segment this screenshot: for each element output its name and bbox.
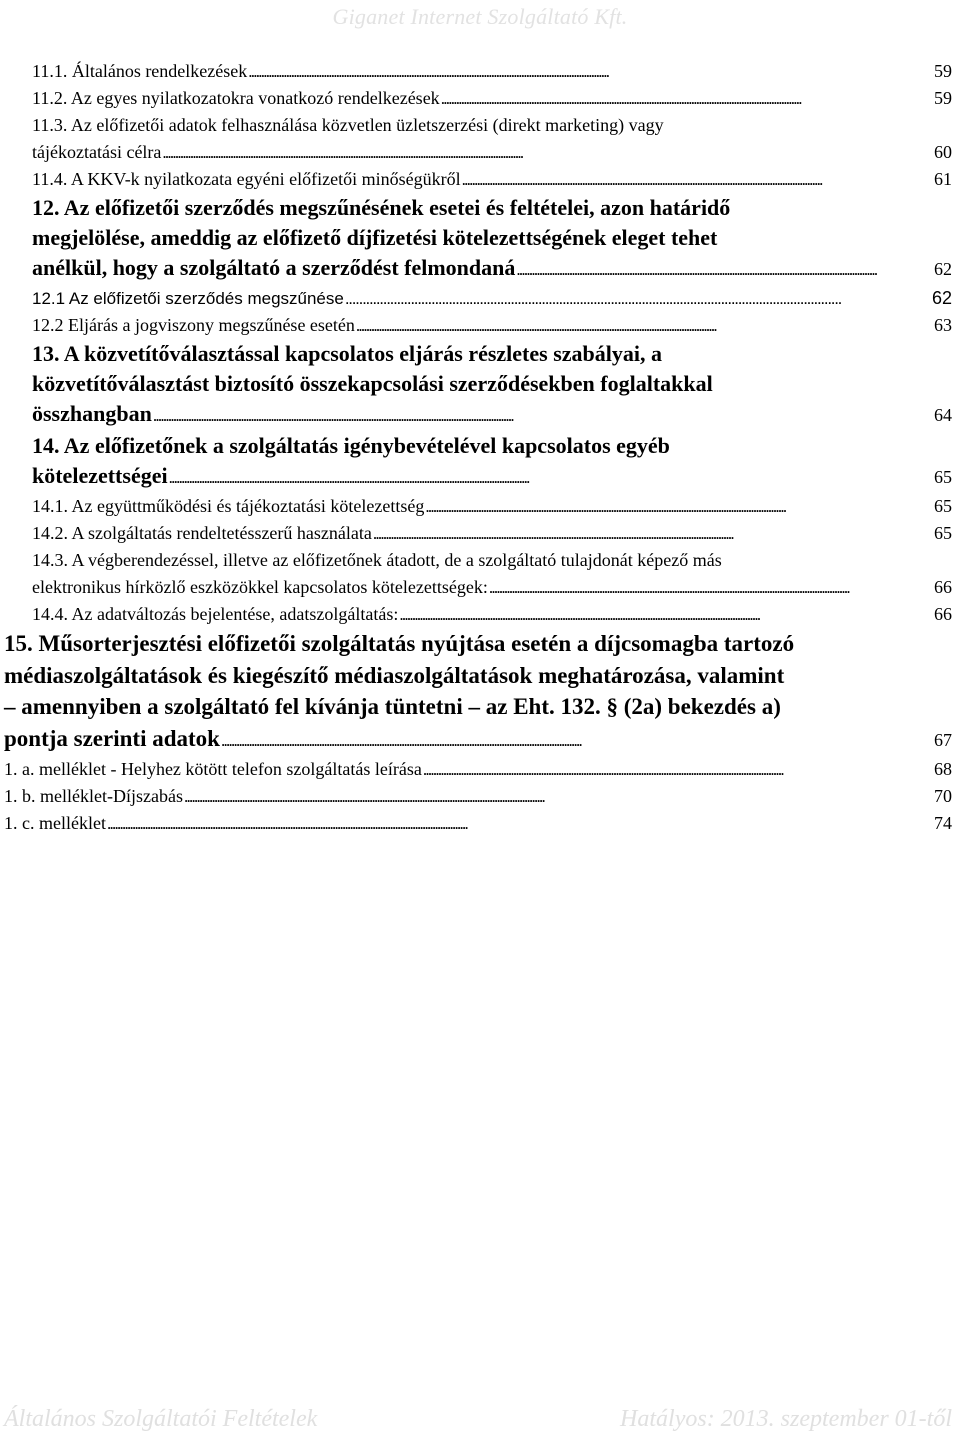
dot-leader bbox=[423, 756, 933, 783]
toc-page-number: 66 bbox=[934, 577, 952, 597]
toc-entry-line: 14.3. A végberendezéssel, illetve az előfizetőnek átadott, de a szolgáltató tulajdonát képező más bbox=[32, 550, 722, 570]
dot-leader bbox=[516, 255, 933, 285]
toc-page-number: 59 bbox=[934, 61, 952, 81]
dot-leader bbox=[441, 85, 933, 112]
toc-entry-12-1[interactable] bbox=[32, 285, 952, 312]
toc-entry-text: összhangban bbox=[32, 401, 152, 426]
toc-entry-text: anélkül, hogy a szolgáltató a szerződést felmondaná bbox=[32, 255, 516, 280]
toc-entry-annex-1c[interactable] bbox=[4, 810, 952, 837]
toc-entry-text: 14.4. Az adatváltozás bejelentése, adatszolgáltatás: bbox=[32, 604, 399, 624]
toc-page-number: 65 bbox=[934, 523, 952, 543]
page-footer bbox=[0, 1406, 960, 1440]
page-header-title: Giganet Internet Szolgáltató Kft. bbox=[332, 4, 628, 29]
toc-entry-14-3[interactable] bbox=[32, 547, 952, 601]
toc-entry-line: megjelölése, ameddig az előfizető díjfizetési kötelezettségének eleget tehet bbox=[32, 225, 718, 250]
toc-entry-text: pontja szerinti adatok bbox=[4, 725, 220, 751]
table-of-contents bbox=[0, 58, 960, 837]
toc-page-number: 66 bbox=[934, 604, 952, 624]
toc-page-number: 67 bbox=[934, 729, 952, 750]
toc-page-number: 62 bbox=[934, 259, 952, 279]
toc-entry-text: kötelezettségei bbox=[32, 463, 168, 488]
dot-leader bbox=[221, 725, 933, 757]
toc-entry-line: médiaszolgáltatások és kiegészítő médiaszolgáltatások meghatározása, valamint bbox=[4, 662, 785, 688]
toc-entry-text: 12.2 Eljárás a jogviszony megszűnése esetén bbox=[32, 315, 355, 335]
toc-page-number: 63 bbox=[934, 315, 952, 335]
toc-entry-line: 15. Műsorterjesztési előfizetői szolgáltatás nyújtása esetén a díjcsomagba tartozó bbox=[4, 631, 795, 656]
dot-leader bbox=[345, 285, 931, 312]
dot-leader bbox=[162, 139, 933, 166]
dot-leader bbox=[356, 312, 933, 339]
toc-entry-text: 11.2. Az egyes nyilatkozatokra vonatkozó rendelkezések bbox=[32, 88, 440, 108]
toc-page-number: 68 bbox=[934, 759, 952, 779]
dot-leader bbox=[107, 810, 933, 837]
toc-entry-text: 1. a. melléklet - Helyhez kötött telefon szolgáltatás leírása bbox=[4, 759, 422, 779]
dot-leader bbox=[153, 401, 933, 431]
toc-entry-text: 14.2. A szolgáltatás rendeltetésszerű használata bbox=[32, 523, 372, 543]
toc-entry-11-4[interactable] bbox=[32, 166, 952, 193]
toc-page-number: 60 bbox=[934, 142, 952, 162]
footer-document-title: Általános Szolgáltatói Feltételek bbox=[4, 1406, 318, 1432]
toc-entry-11-2[interactable] bbox=[32, 85, 952, 112]
toc-entry-annex-1b[interactable] bbox=[4, 783, 952, 810]
toc-entry-line: 12. Az előfizetői szerződés megszűnésének esetei és feltételei, azon határidő bbox=[32, 195, 731, 220]
toc-entry-text: 11.1. Általános rendelkezések bbox=[32, 61, 248, 81]
toc-entry-12[interactable] bbox=[32, 193, 952, 285]
toc-entry-text: 14.1. Az együttműködési és tájékoztatási kötelezettség bbox=[32, 496, 425, 516]
toc-entry-line: – amennyiben a szolgáltató fel kívánja tüntetni – az Eht. 132. § (2a) bekezdés a) bbox=[4, 694, 781, 719]
toc-entry-14[interactable] bbox=[32, 431, 952, 493]
footer-effective-date: Hatályos: 2013. szeptember 01-től bbox=[620, 1406, 952, 1432]
dot-leader bbox=[248, 58, 933, 85]
toc-entry-11-1[interactable] bbox=[32, 58, 952, 85]
toc-page-number: 59 bbox=[934, 88, 952, 108]
dot-leader bbox=[462, 166, 933, 193]
dot-leader bbox=[184, 783, 933, 810]
toc-entry-text: 1. c. melléklet bbox=[4, 813, 106, 833]
toc-entry-14-2[interactable] bbox=[32, 520, 952, 547]
toc-page-number: 70 bbox=[934, 786, 952, 806]
toc-entry-11-3[interactable] bbox=[32, 112, 952, 166]
toc-entry-line: közvetítőválasztást biztosító összekapcsolási szerződésekben foglaltakkal bbox=[32, 371, 713, 396]
toc-entry-text: tájékoztatási célra bbox=[32, 142, 162, 162]
toc-page-number: 64 bbox=[934, 405, 952, 425]
dot-leader bbox=[373, 520, 933, 547]
toc-page-number: 61 bbox=[934, 169, 952, 189]
toc-entry-line: 14. Az előfizetőnek a szolgáltatás igénybevételével kapcsolatos egyéb bbox=[32, 433, 670, 458]
toc-entry-text: 12.1 Az előfizetői szerződés megszűnése bbox=[32, 289, 344, 308]
toc-entry-14-1[interactable] bbox=[32, 493, 952, 520]
toc-entry-12-2[interactable] bbox=[32, 312, 952, 339]
toc-page-number: 74 bbox=[934, 813, 952, 833]
toc-entry-text: 11.4. A KKV-k nyilatkozata egyéni előfizetői minőségükről bbox=[32, 169, 461, 189]
toc-page-number: 65 bbox=[934, 467, 952, 487]
toc-entry-annex-1a[interactable] bbox=[4, 756, 952, 783]
toc-entry-13[interactable] bbox=[32, 339, 952, 431]
dot-leader bbox=[425, 493, 933, 520]
dot-leader bbox=[169, 463, 933, 493]
toc-page-number: 62 bbox=[931, 288, 952, 308]
toc-entry-line: 13. A közvetítőválasztással kapcsolatos eljárás részletes szabályai, a bbox=[32, 341, 662, 366]
dot-leader bbox=[399, 601, 933, 628]
toc-entry-text: elektronikus hírközlő eszközökkel kapcsolatos kötelezettségek: bbox=[32, 577, 488, 597]
dot-leader bbox=[489, 574, 933, 601]
toc-entry-line: 11.3. Az előfizetői adatok felhasználása közvetlen üzletszerzési (direkt marketing) vagy bbox=[32, 115, 664, 135]
toc-entry-14-4[interactable] bbox=[32, 601, 952, 628]
toc-page-number: 65 bbox=[934, 496, 952, 516]
toc-entry-text: 1. b. melléklet-Díjszabás bbox=[4, 786, 183, 806]
toc-entry-15[interactable] bbox=[4, 628, 952, 756]
